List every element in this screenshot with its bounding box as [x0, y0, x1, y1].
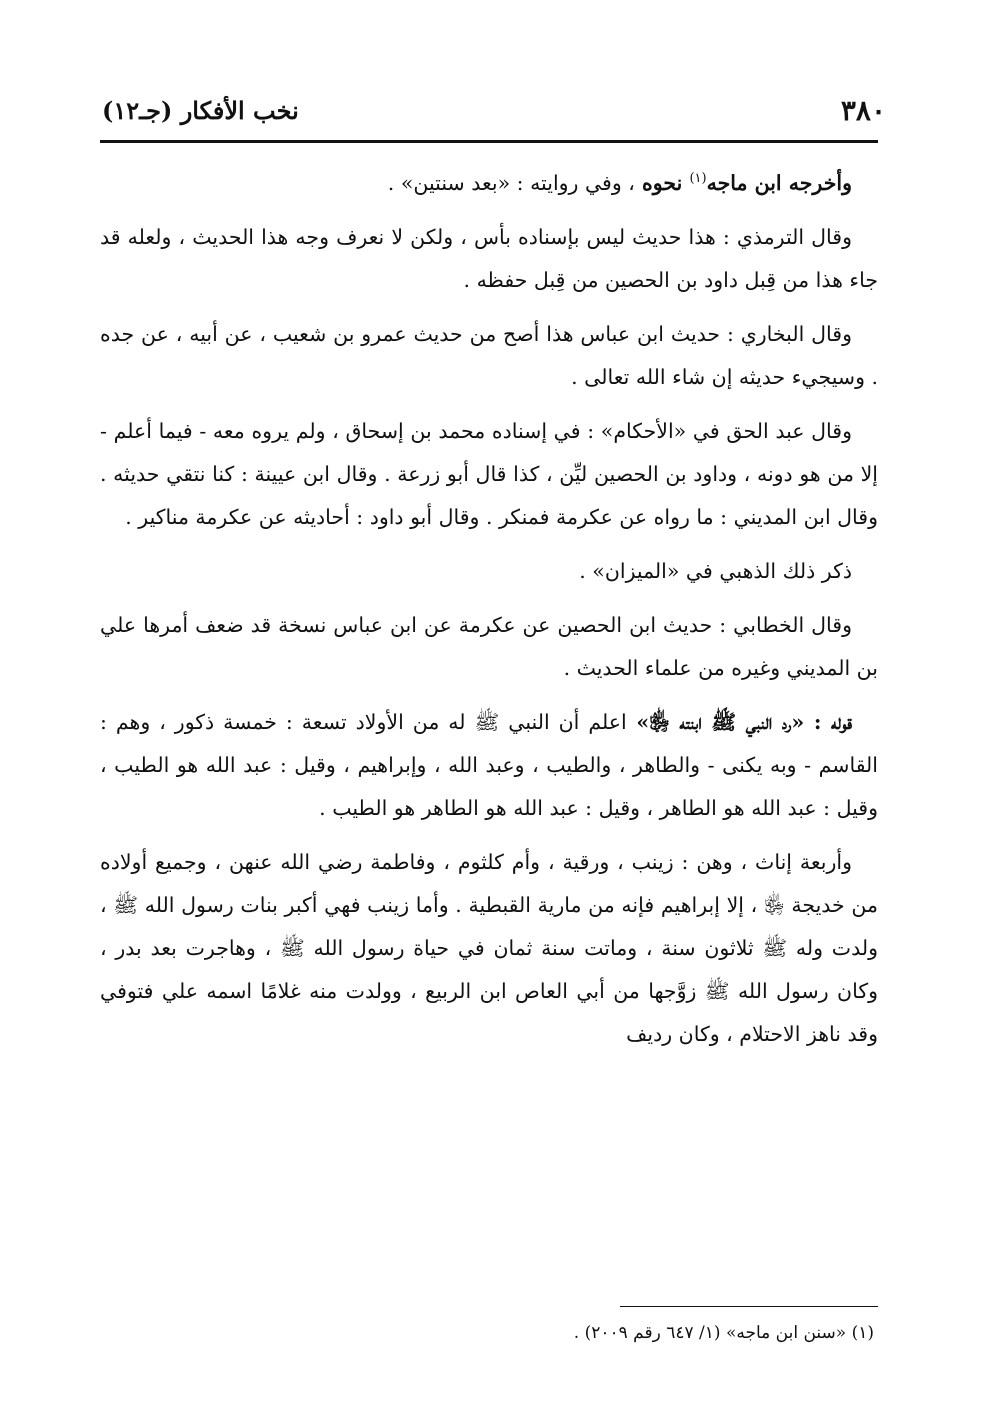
paragraph-7-lead: قوله : «رد النبي ﷺ ابنته ﵂» — [626, 710, 852, 734]
book-title: نخب الأفكار (جـ١٢) — [102, 96, 299, 125]
footnote: (١) «سنن ابن ماجه» (١/ ٦٤٧ رقم ٢٠٠٩) . — [573, 1323, 874, 1343]
paragraph-4: وقال عبد الحق في «الأحكام» : في إسناده محمد بن إسحاق ، ولم يروه معه - فيما أعلم - إلا من هو دونه ، وداود بن الحصين ليِّن ، كذا قال أبو زرعة . وقال ابن عيينة : كنا نتقي حديثه . وقال ابن المديني : ما رواه عن عكرمة فمنكر . وقال أبو داود : أحاديثه عن عكرمة مناكير . — [100, 419, 878, 529]
running-header — [100, 92, 886, 132]
paragraph-1 — [100, 162, 878, 205]
main-text — [100, 162, 878, 1067]
footnote-rule — [620, 1306, 878, 1307]
paragraph-1-rest: ، وفي روايته : «بعد سنتين» . — [387, 171, 635, 195]
paragraph-5: ذكر ذلك الذهبي في «الميزان» . — [579, 559, 852, 583]
paragraph-1-lead: وأخرجه ابن ماجه — [706, 171, 852, 195]
paragraph-8: وأربعة إناث ، وهن : زينب ، ورقية ، وأم كلثوم ، وفاطمة رضي الله عنهن ، وجميع أولاده من خديجة ﵂ ، إلا إبراهيم فإنه من مارية القبطية . وأما زينب فهي أكبر بنات رسول الله ﷺ ، ولدت وله ﷺ ثلاثون سنة ، وماتت سنة ثمان في حياة رسول الله ﷺ ، وهاجرت بعد بدر ، وكان رسول الله ﷺ زوَّجها من أبي العاص ابن الربيع ، وولدت منه غلامًا اسمه علي فتوفي وقد ناهز الاحتلام ، وكان رديف — [100, 850, 878, 1046]
paragraph-7-rest: اعلم أن النبي ﷺ له من الأولاد تسعة : خمسة ذكور ، وهم : القاسم - وبه يكنى - والطاهر ، والطيب ، وعبد الله ، وإبراهيم ، وقيل : عبد الله هو الطيب ، وقيل : عبد الله هو الطاهر ، وقيل : عبد الله هو الطاهر هو الطيب . — [100, 710, 878, 820]
header-rule — [100, 140, 878, 143]
paragraph-7 — [100, 701, 878, 830]
paragraph-2: وقال الترمذي : هذا حديث ليس بإسناده بأس ، ولكن لا نعرف وجه هذا الحديث ، ولعله قد جاء هذا من قِبل داود بن الحصين من قِبل حفظه . — [100, 225, 878, 292]
footnote-marker: (١) — [689, 171, 707, 187]
page-number: ٣٨٠ — [840, 94, 886, 127]
paragraph-1-bold: نحوه — [634, 171, 690, 195]
paragraph-3: وقال البخاري : حديث ابن عباس هذا أصح من حديث عمرو بن شعيب ، عن أبيه ، عن جده . وسيجيء حديثه إن شاء الله تعالى . — [100, 322, 878, 389]
paragraph-6: وقال الخطابي : حديث ابن الحصين عن عكرمة عن ابن عباس نسخة قد ضعف أمرها علي بن المديني وغيره من علماء الحديث . — [100, 613, 878, 680]
